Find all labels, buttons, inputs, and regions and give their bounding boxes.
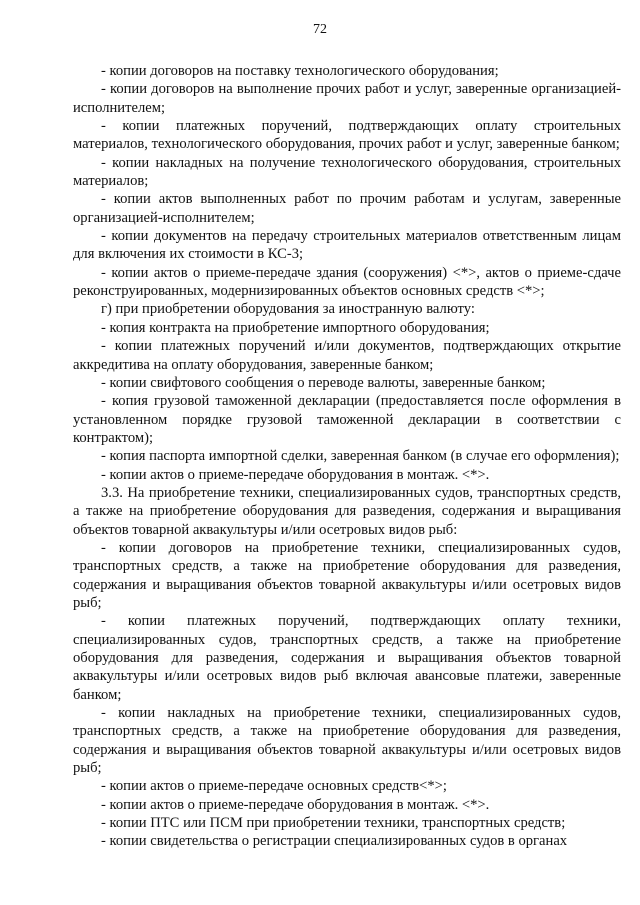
paragraph: - копии ПТС или ПСМ при приобретении техники, транспортных средств; bbox=[101, 815, 566, 832]
paragraph: - копии актов о приеме-передаче основных средств<*>; bbox=[101, 778, 447, 795]
paragraph: - копия контракта на приобретение импортного оборудования; bbox=[101, 319, 490, 336]
paragraph: - копии актов о приеме-передаче здания (сооружения) <*>, актов о приеме-сдаче реконструированных, модернизированных объектов основных средств <*>; bbox=[73, 264, 621, 300]
section-heading-paragraph: 3.3. На приобретение техники, специализированных судов, транспортных средств, а также на приобретение оборудования для разведения, содержания и выращивания объектов товарной аквакультуры и/или осетровых видов рыб: bbox=[73, 484, 621, 538]
paragraph: - копии документов на передачу строительных материалов ответственным лицам для включения их стоимости в КС-3; bbox=[73, 228, 621, 263]
paragraph: - копии актов о приеме-передаче оборудования в монтаж. <*>. bbox=[101, 796, 490, 813]
paragraph: г) при приобретении оборудования за иностранную валюту: bbox=[101, 301, 475, 318]
paragraph: - копии платежных поручений и/или документов, подтверждающих открытие аккредитива на оплату оборудования, заверенные банком; bbox=[73, 338, 621, 373]
paragraph: - копии платежных поручений, подтверждающих оплату техники, специализированных судов, транспортных средств, а также на приобретение оборудования для разведения, содержания и выращивания объектов товарной аквакультуры и/или осетровых видов рыб включая авансовые платежи, заверенные банком; bbox=[73, 613, 621, 703]
paragraph: - копии актов выполненных работ по прочим работам и услугам, заверенные организацией-исполнителем; bbox=[73, 191, 621, 226]
paragraph: - копии договоров на поставку технологического оборудования; bbox=[101, 63, 499, 79]
paragraph: - копии договоров на выполнение прочих работ и услуг, заверенные организацией-исполнителем; bbox=[73, 81, 621, 116]
paragraph: - копии договоров на приобретение техники, специализированных судов, транспортных средств, а также на приобретение оборудования для разведения, содержания и выращивания объектов товарной аквакультуры и/или осетровых видов рыб; bbox=[73, 539, 621, 611]
paragraph: - копии накладных на получение технологического оборудования, строительных материалов; bbox=[73, 154, 621, 190]
paragraph: - копии актов о приеме-передаче оборудования в монтаж. <*>. bbox=[101, 466, 490, 483]
paragraph: - копия грузовой таможенной декларации (предоставляется после оформления в установленном порядке грузовой таможенной декларации в соответствии с контрактом); bbox=[73, 393, 621, 446]
paragraph: - копии свидетельства о регистрации специализированных судов в органах bbox=[101, 833, 568, 850]
document-body bbox=[73, 62, 621, 851]
paragraph: - копия паспорта импортной сделки, заверенная банком (в случае его оформления); bbox=[101, 448, 620, 465]
paragraph: - копии свифтового сообщения о переводе валюты, заверенные банком; bbox=[101, 374, 546, 391]
paragraph: - копии накладных на приобретение техники, специализированных судов, транспортных средств, а также на приобретение оборудования для разведения, содержания и выращивания объектов товарной аквакультуры и/или осетровых видов рыб; bbox=[73, 705, 621, 777]
page-number: 72 bbox=[313, 22, 327, 37]
paragraph: - копии платежных поручений, подтверждающих оплату строительных материалов, технологического оборудования, прочих работ и услуг, заверенные банком; bbox=[73, 118, 621, 153]
